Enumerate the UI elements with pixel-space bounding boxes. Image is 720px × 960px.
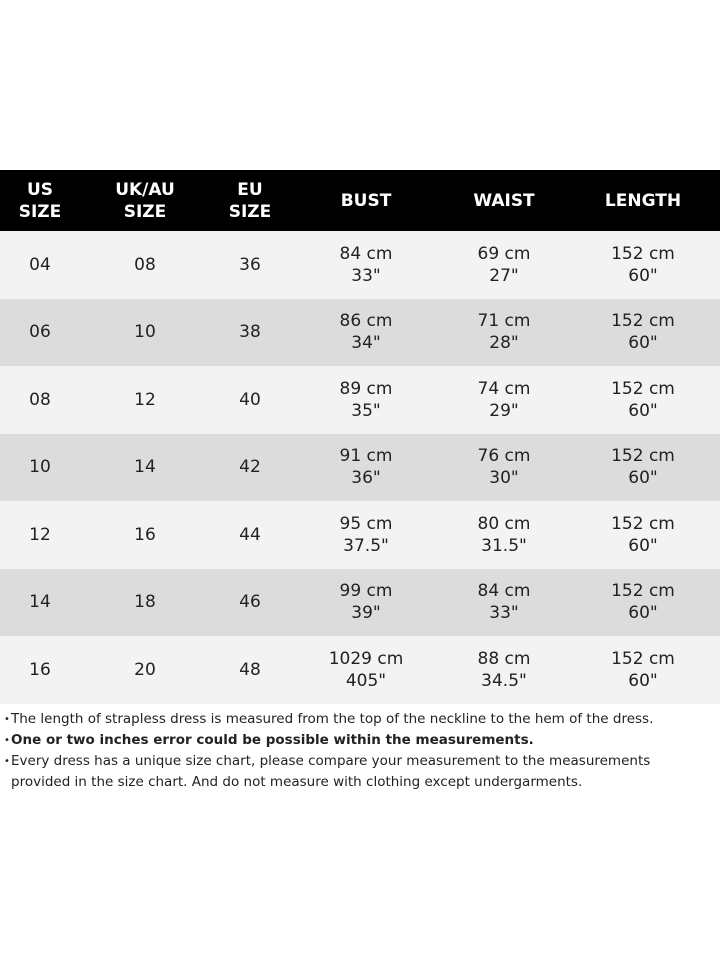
eu-size-cell: 44 — [239, 524, 261, 545]
bust-cell — [290, 569, 442, 637]
bust-inches: 33" — [351, 265, 381, 286]
header-line: LENGTH — [604, 190, 682, 211]
note-item — [4, 709, 712, 730]
us-size-cell: 04 — [29, 254, 51, 275]
bust-cell — [290, 434, 442, 502]
us-size-cell: 14 — [29, 592, 51, 613]
header-line: SIZE — [228, 201, 272, 222]
length-cm: 152 cm — [611, 446, 675, 467]
waist-cell — [442, 434, 566, 502]
bust-cm: 91 cm — [339, 446, 393, 467]
length-cell — [566, 434, 720, 502]
bust-cm: 89 cm — [339, 378, 393, 399]
bust-cm: 86 cm — [339, 311, 393, 332]
waist-cell — [442, 231, 566, 299]
waist-cm: 71 cm — [477, 311, 531, 332]
ukau-size-cell: 20 — [134, 659, 156, 680]
ukau-size-cell: 16 — [134, 524, 156, 545]
length-cm: 152 cm — [611, 243, 675, 264]
waist-inches: 31.5" — [481, 535, 527, 556]
length-cm: 152 cm — [611, 311, 675, 332]
ukau-size-cell: 08 — [134, 254, 156, 275]
bust-inches: 34" — [351, 333, 381, 354]
waist-cell — [442, 501, 566, 569]
waist-cm: 80 cm — [477, 513, 531, 534]
note-text: One or two inches error could be possible within the measurements. — [11, 732, 534, 748]
waist-inches: 27" — [489, 265, 519, 286]
eu-size-cell: 40 — [239, 389, 261, 410]
waist-cell — [442, 569, 566, 637]
bust-inches: 36" — [351, 468, 381, 489]
us-size-cell: 06 — [29, 322, 51, 343]
waist-cm: 88 cm — [477, 648, 531, 669]
length-inches: 60" — [628, 535, 658, 556]
eu-size-cell: 46 — [239, 592, 261, 613]
bullet-icon: • — [4, 735, 10, 746]
bust-cell — [290, 231, 442, 299]
table-row — [0, 366, 720, 434]
bust-inches: 405" — [345, 670, 387, 691]
table-row — [0, 636, 720, 704]
header-line: EU — [237, 179, 263, 200]
bust-cell — [290, 299, 442, 367]
length-cell — [566, 636, 720, 704]
header-ukau-size — [80, 170, 210, 231]
table-row — [0, 434, 720, 502]
length-inches: 60" — [628, 333, 658, 354]
waist-inches: 33" — [489, 603, 519, 624]
us-size-cell: 10 — [29, 457, 51, 478]
waist-inches: 29" — [489, 400, 519, 421]
header-waist — [442, 170, 566, 231]
us-size-cell: 08 — [29, 389, 51, 410]
note-item — [4, 730, 712, 751]
waist-cell — [442, 636, 566, 704]
header-line: BUST — [340, 190, 392, 211]
us-size-cell: 16 — [29, 659, 51, 680]
header-line: SIZE — [123, 201, 167, 222]
bullet-icon: • — [4, 756, 10, 767]
waist-cm: 84 cm — [477, 581, 531, 602]
length-cell — [566, 231, 720, 299]
bust-cm: 1029 cm — [328, 648, 404, 669]
table-header-row — [0, 170, 720, 231]
bust-cell — [290, 366, 442, 434]
bust-cell — [290, 636, 442, 704]
note-text: Every dress has a unique size chart, please compare your measurement to the measurements provided in the size chart. And do not measure with clothing except undergarments. — [11, 753, 651, 790]
waist-cell — [442, 299, 566, 367]
note-text: The length of strapless dress is measured from the top of the neckline to the hem of the dress. — [11, 711, 654, 727]
waist-inches: 28" — [489, 333, 519, 354]
us-size-cell: 12 — [29, 524, 51, 545]
bullet-icon: • — [4, 714, 10, 725]
size-chart-table — [0, 170, 720, 704]
header-bust — [290, 170, 442, 231]
bust-cm: 99 cm — [339, 581, 393, 602]
eu-size-cell: 42 — [239, 457, 261, 478]
table-row — [0, 231, 720, 299]
bust-cm: 84 cm — [339, 243, 393, 264]
length-inches: 60" — [628, 265, 658, 286]
measurement-notes — [4, 709, 712, 793]
ukau-size-cell: 14 — [134, 457, 156, 478]
length-cm: 152 cm — [611, 378, 675, 399]
waist-cm: 76 cm — [477, 446, 531, 467]
bust-inches: 37.5" — [343, 535, 389, 556]
eu-size-cell: 48 — [239, 659, 261, 680]
length-cell — [566, 501, 720, 569]
length-cm: 152 cm — [611, 581, 675, 602]
bust-cm: 95 cm — [339, 513, 393, 534]
waist-inches: 34.5" — [481, 670, 527, 691]
ukau-size-cell: 12 — [134, 389, 156, 410]
length-inches: 60" — [628, 603, 658, 624]
table-row — [0, 299, 720, 367]
bust-inches: 35" — [351, 400, 381, 421]
length-inches: 60" — [628, 468, 658, 489]
note-item — [4, 751, 712, 793]
header-line: US — [26, 179, 54, 200]
ukau-size-cell: 10 — [134, 322, 156, 343]
length-inches: 60" — [628, 400, 658, 421]
length-cm: 152 cm — [611, 648, 675, 669]
header-us-size — [0, 170, 80, 231]
length-cell — [566, 366, 720, 434]
waist-cell — [442, 366, 566, 434]
ukau-size-cell: 18 — [134, 592, 156, 613]
length-inches: 60" — [628, 670, 658, 691]
header-line: SIZE — [18, 201, 62, 222]
waist-cm: 69 cm — [477, 243, 531, 264]
header-length — [566, 170, 720, 231]
waist-cm: 74 cm — [477, 378, 531, 399]
eu-size-cell: 36 — [239, 254, 261, 275]
table-row — [0, 569, 720, 637]
bust-inches: 39" — [351, 603, 381, 624]
length-cm: 152 cm — [611, 513, 675, 534]
table-row — [0, 501, 720, 569]
bust-cell — [290, 501, 442, 569]
length-cell — [566, 569, 720, 637]
header-line: UK/AU — [115, 179, 175, 200]
length-cell — [566, 299, 720, 367]
waist-inches: 30" — [489, 468, 519, 489]
header-line: WAIST — [473, 190, 535, 211]
eu-size-cell: 38 — [239, 322, 261, 343]
header-eu-size — [210, 170, 290, 231]
